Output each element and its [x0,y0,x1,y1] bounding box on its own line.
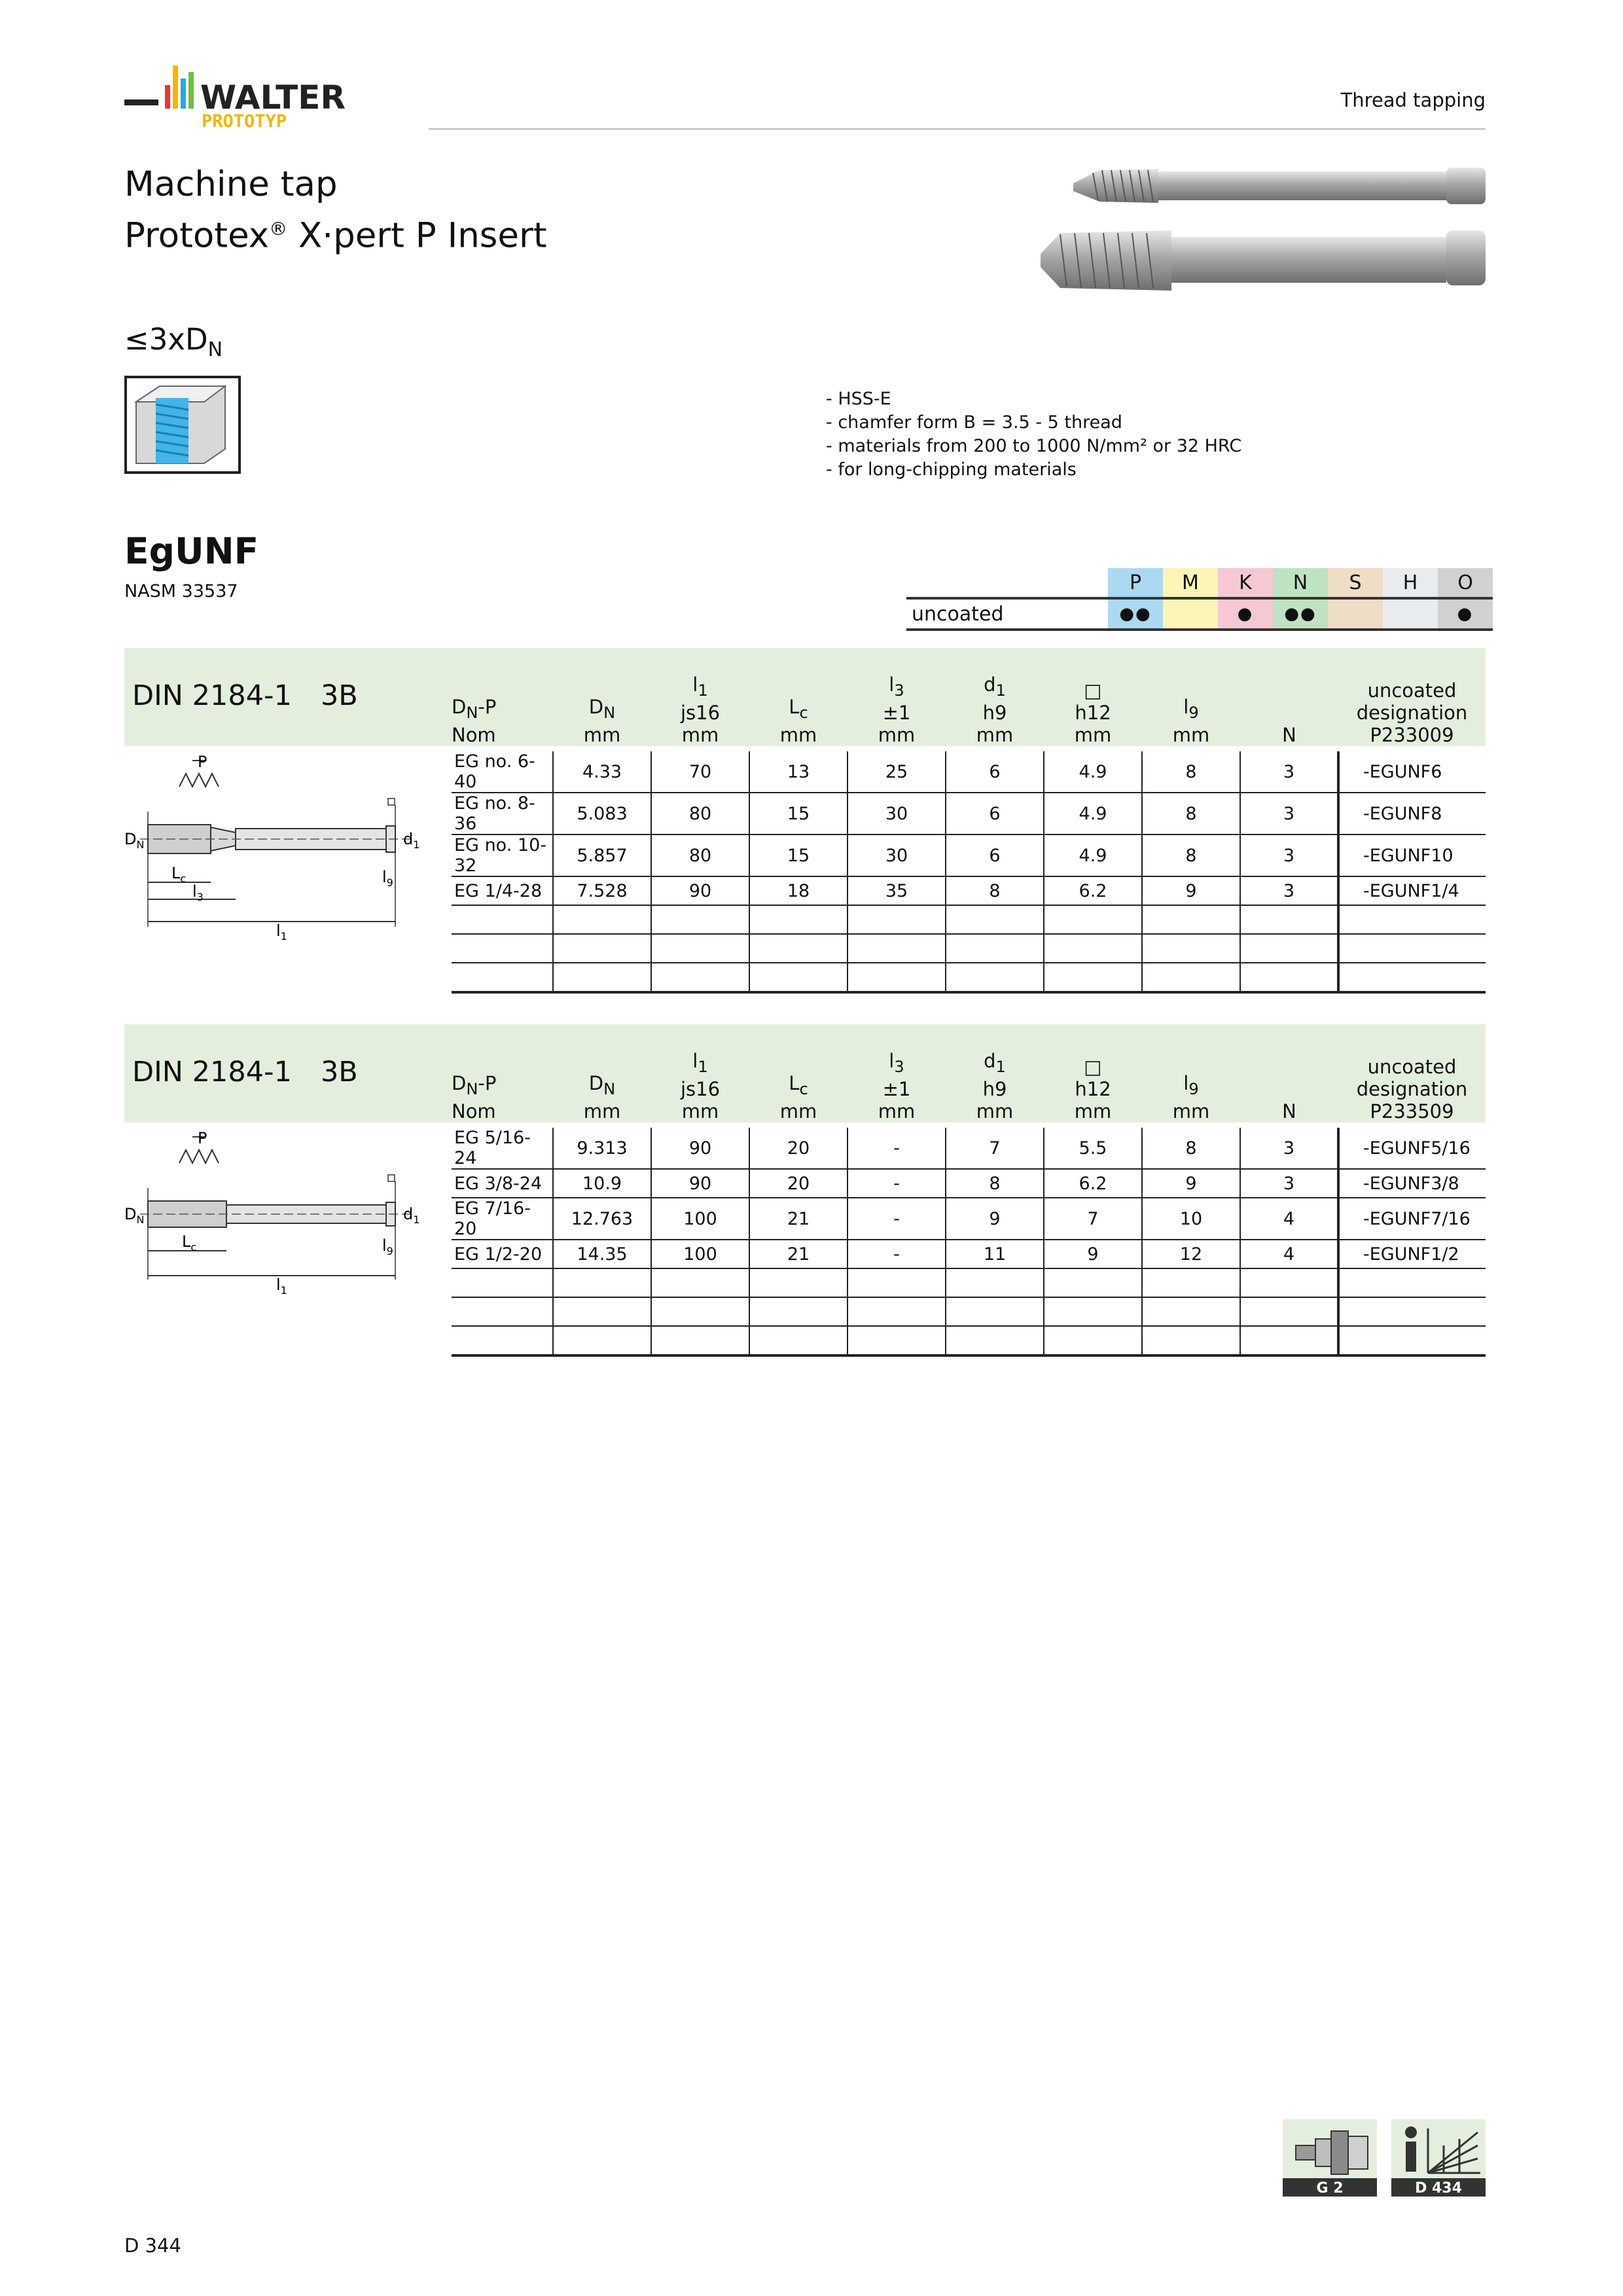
dn-label: $D_N$ [124,1205,145,1226]
table-row [452,1128,1486,1169]
tap-dimension-drawing [124,1122,452,1319]
table-cell: 20 [749,1128,847,1169]
table-cell [1044,1297,1142,1326]
table-cell: 9 [1142,876,1240,905]
din-standard: DIN 2184-1 3B [132,1056,358,1088]
table-cell: 3 [1240,834,1338,876]
table-cell [1142,905,1240,934]
table-cell: EG 1/4-28 [452,876,553,905]
info-reference-icon[interactable] [1391,2119,1486,2197]
col-square: □ h12 mm [1074,1056,1112,1122]
table-cell: 3 [1240,751,1338,793]
table-cell [749,1326,847,1355]
table-row [452,876,1486,905]
table-cell [1338,963,1486,992]
table-cell: 4.9 [1044,793,1142,834]
material-M: M [1163,568,1218,598]
l9-label: $l_9$ [382,868,393,889]
table-cell: 80 [651,793,749,834]
material-O: O [1438,568,1493,598]
table-cell: 6 [946,793,1044,834]
col-designation: uncoated designation P233509 [1356,1056,1468,1122]
table-cell: -EGUNF1/2 [1338,1240,1486,1268]
table-cell: - [847,1169,946,1198]
table-cell: 12.763 [553,1198,651,1240]
table-cell [1142,1297,1240,1326]
table-cell: 90 [651,1128,749,1169]
table-cell: - [847,1128,946,1169]
walter-prototyp-logo [124,59,399,131]
table-cell: 8 [1142,1128,1240,1169]
l3-label: $l_3$ [192,882,204,903]
table-row [452,1169,1486,1198]
table-cell [847,905,946,934]
table-cell: 8 [1142,751,1240,793]
table-cell: 7.528 [553,876,651,905]
table-cell [847,1297,946,1326]
page-title-line2: Prototex® X·pert P Insert [124,215,547,256]
table-cell: 15 [749,834,847,876]
table-cell: 18 [749,876,847,905]
table-cell [1142,934,1240,963]
table-cell: 4 [1240,1240,1338,1268]
table-cell: 6.2 [1044,1169,1142,1198]
table-cell: 4 [1240,1198,1338,1240]
din-standard: DIN 2184-1 3B [132,679,358,712]
table-cell: -EGUNF3/8 [1338,1169,1486,1198]
table-cell [452,1268,553,1297]
rating-O: ● [1438,598,1493,630]
table-cell [1338,934,1486,963]
d1-label: $d_1$ [403,830,420,851]
table-cell: 5.5 [1044,1128,1142,1169]
table-row [452,1268,1486,1297]
l9-label: $l_9$ [382,1236,393,1257]
table-cell: -EGUNF7/16 [1338,1198,1486,1240]
table-row [452,1198,1486,1240]
table-cell [1240,934,1338,963]
table-cell: 100 [651,1240,749,1268]
material-S: S [1328,568,1383,598]
d1-label: $d_1$ [403,1205,420,1226]
table-cell [1044,963,1142,992]
logo-wordmark: WALTER [200,79,346,117]
table-cell [749,905,847,934]
table-row [452,1326,1486,1355]
table-cell: EG 1/2-20 [452,1240,553,1268]
table-cell [452,934,553,963]
blind-hole-icon [124,376,241,474]
table-cell: 6 [946,751,1044,793]
material-K: K [1218,568,1273,598]
table-cell [946,934,1044,963]
table-cell [553,1326,651,1355]
table-cell: 11 [946,1240,1044,1268]
material-N: N [1273,568,1328,598]
table-cell [847,1268,946,1297]
table-cell [651,905,749,934]
table-cell: 4.9 [1044,834,1142,876]
table-cell [749,1268,847,1297]
table-cell: 15 [749,793,847,834]
table-cell: 5.857 [553,834,651,876]
table-cell: 21 [749,1240,847,1268]
table-cell [1240,1268,1338,1297]
pitch-label: P [198,753,207,771]
table-cell: 7 [1044,1198,1142,1240]
l1-label: $l_1$ [276,1276,287,1297]
table-cell: 90 [651,1169,749,1198]
table-cell [1142,963,1240,992]
feature-item: - HSS-E [826,389,891,409]
lc-label: $L_c$ [182,1232,197,1253]
table-cell: 7 [946,1128,1044,1169]
table-cell: 10 [1142,1198,1240,1240]
table-cell [847,1326,946,1355]
table-cell: 5.083 [553,793,651,834]
table-cell [1142,1326,1240,1355]
table-cell [1044,1268,1142,1297]
table-cell [1240,1326,1338,1355]
material-suitability-table [906,568,1493,631]
page-number: D 344 [124,2234,181,2257]
col-l3: $l_3$ ±1 mm [878,1050,916,1122]
table-cell [946,963,1044,992]
table-cell [847,934,946,963]
col-l1: $l_1$ js16 mm [680,1050,721,1122]
table-row [452,905,1486,934]
table-cell [553,1297,651,1326]
depth-indicator: $\le 3xD_N$ [124,322,223,361]
table-cell: -EGUNF5/16 [1338,1128,1486,1169]
table-cell [1338,1326,1486,1355]
table-cell: EG 7/16-20 [452,1198,553,1240]
col-lc: $L_c$ mm [779,696,817,746]
table-row [452,1297,1486,1326]
table-cell: 8 [946,1169,1044,1198]
tap-dimension-drawing [124,746,452,942]
table-cell [946,1297,1044,1326]
rating-N: ●● [1273,598,1328,630]
col-d1: $d_1$ h9 mm [976,673,1014,746]
table-cell: -EGUNF6 [1338,751,1486,793]
pitch-label: P [198,1129,207,1147]
feature-list [826,387,1241,482]
icon-label-g2: G 2 [1316,2180,1344,2197]
col-dnp: $D_N-P$ Nom [452,1072,497,1122]
table-cell: 9.313 [553,1128,651,1169]
product-standard: NASM 33537 [124,581,238,601]
rating-K: ● [1218,598,1273,630]
table-cell [749,934,847,963]
table-cell [452,1297,553,1326]
table-cell [553,963,651,992]
table-row [452,834,1486,876]
table-cell: 9 [946,1198,1044,1240]
table-cell [651,1268,749,1297]
table-cell [847,963,946,992]
col-dn: $D_N$ mm [583,1072,621,1122]
table-cell: 80 [651,834,749,876]
table-cell [651,1326,749,1355]
table-cell: 21 [749,1198,847,1240]
col-lc: $L_c$ mm [779,1072,817,1122]
table-row [452,934,1486,963]
table-cell [1240,905,1338,934]
table-cell: EG no. 8-36 [452,793,553,834]
table-cell [651,1297,749,1326]
dimension-table [452,1024,1486,1357]
table-cell: 6.2 [1044,876,1142,905]
table-cell: -EGUNF10 [1338,834,1486,876]
machine-tap-product-image [1041,156,1486,295]
table-cell [553,905,651,934]
col-designation: uncoated designation P233009 [1356,679,1468,746]
material-H: H [1383,568,1438,598]
table-cell [946,1268,1044,1297]
table-cell [452,905,553,934]
table-row [452,1240,1486,1268]
rating-S [1328,598,1383,630]
table-cell [749,1297,847,1326]
logo-subtitle: PROTOTYP [202,111,287,131]
table-cell: - [847,1198,946,1240]
table-cell: EG 5/16-24 [452,1128,553,1169]
col-l3: $l_3$ ±1 mm [878,673,916,746]
table-cell [452,963,553,992]
col-n: N [1282,724,1296,746]
table-cell: 30 [847,834,946,876]
rating-M [1163,598,1218,630]
table-cell [749,963,847,992]
table-cell: 4.33 [553,751,651,793]
feature-item: - chamfer form B = 3.5 - 5 thread [826,412,1122,433]
material-P: P [1108,568,1163,598]
table-cell: 4.9 [1044,751,1142,793]
tool-holder-reference-icon[interactable] [1283,2119,1377,2197]
table-cell: EG no. 10-32 [452,834,553,876]
table-cell: 30 [847,793,946,834]
col-square: □ h12 mm [1074,679,1112,746]
table-row [452,751,1486,793]
table-cell [651,963,749,992]
table-cell: 3 [1240,876,1338,905]
table-cell: 6 [946,834,1044,876]
table-cell: 25 [847,751,946,793]
table-cell: - [847,1240,946,1268]
table-cell: 12 [1142,1240,1240,1268]
col-d1: $d_1$ h9 mm [976,1050,1014,1122]
dn-label: $D_N$ [124,830,145,851]
icon-label-d434: D 434 [1415,2180,1462,2197]
table-cell: 8 [1142,834,1240,876]
table-cell: EG no. 6-40 [452,751,553,793]
table-cell [1044,905,1142,934]
table-row [452,963,1486,992]
table-cell [553,1268,651,1297]
table-cell: 3 [1240,793,1338,834]
table-cell [452,1326,553,1355]
col-l9: $l_9$ mm [1172,1072,1210,1122]
page-title-line1: Machine tap [124,164,338,204]
l1-label: $l_1$ [276,922,287,942]
table-cell: 9 [1044,1240,1142,1268]
col-dnp: $D_N-P$ Nom [452,696,497,746]
table-cell: 70 [651,751,749,793]
dimension-table [452,648,1486,994]
feature-item: - materials from 200 to 1000 N/mm² or 32 HRC [826,436,1242,456]
table-cell: 8 [1142,793,1240,834]
table-cell [1142,1268,1240,1297]
coating-label: uncoated [906,598,1108,630]
table-cell [651,934,749,963]
col-l9: $l_9$ mm [1172,696,1210,746]
table-row [452,793,1486,834]
lc-label: $L_c$ [171,864,187,885]
table-cell: 100 [651,1198,749,1240]
table-cell [553,934,651,963]
table-cell [1240,1297,1338,1326]
table-cell [1240,963,1338,992]
table-cell: 13 [749,751,847,793]
table-cell: 8 [946,876,1044,905]
rating-P: ●● [1108,598,1163,630]
feature-item: - for long-chipping materials [826,459,1077,480]
table-cell: 35 [847,876,946,905]
table-cell: 10.9 [553,1169,651,1198]
section-label: Thread tapping [1340,89,1486,111]
table-cell [946,905,1044,934]
table-cell: 9 [1142,1169,1240,1198]
table-cell: 90 [651,876,749,905]
table-cell [1044,934,1142,963]
table-cell: -EGUNF1/4 [1338,876,1486,905]
table-cell: EG 3/8-24 [452,1169,553,1198]
table-cell [1338,905,1486,934]
header-rule [429,128,1486,130]
product-name: EgUNF [124,530,259,572]
table-cell: 3 [1240,1128,1338,1169]
table-cell [946,1326,1044,1355]
table-cell [1338,1297,1486,1326]
table-cell: -EGUNF8 [1338,793,1486,834]
table-cell: 3 [1240,1169,1338,1198]
table-cell [1044,1326,1142,1355]
table-cell: 14.35 [553,1240,651,1268]
table-cell: 20 [749,1169,847,1198]
col-n: N [1282,1100,1296,1122]
rating-H [1383,598,1438,630]
col-l1: $l_1$ js16 mm [680,673,721,746]
table-cell [1338,1268,1486,1297]
col-dn: $D_N$ mm [583,696,621,746]
